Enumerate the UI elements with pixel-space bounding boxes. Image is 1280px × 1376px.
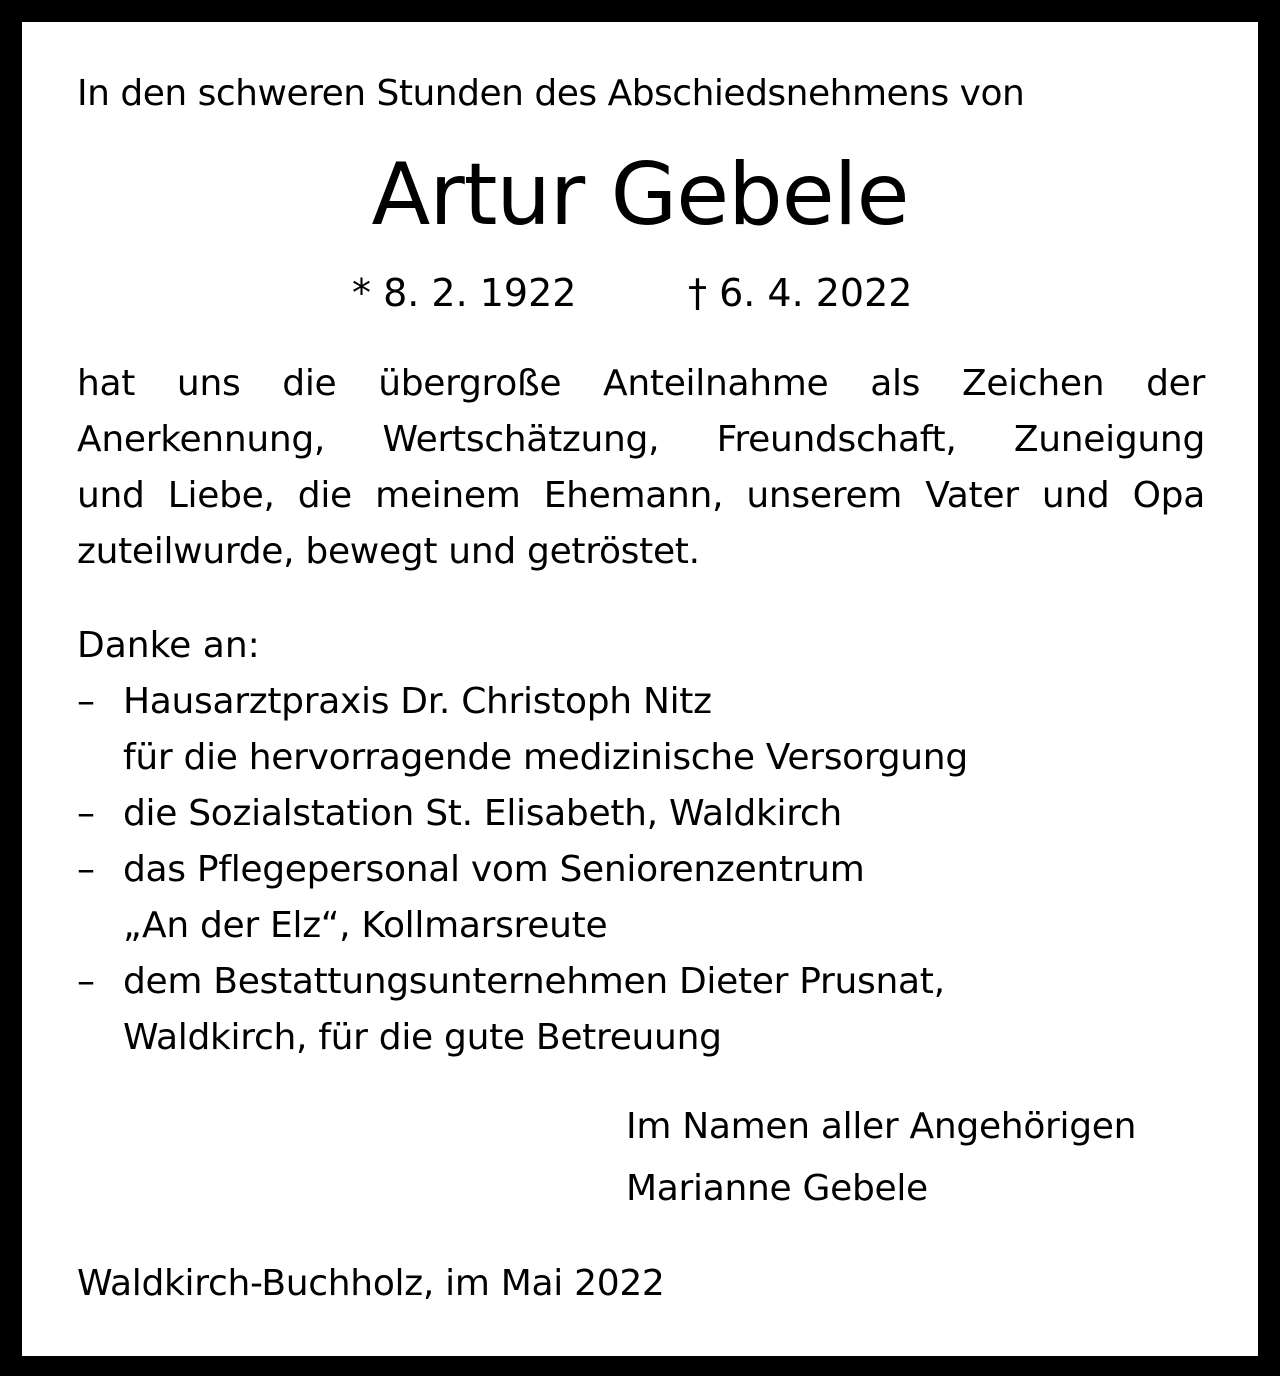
list-item [77, 786, 1217, 842]
list-item-line: „An der Elz“, Kollmarsreute [123, 905, 608, 946]
list-item-line: Waldkirch, für die gute Betreuung [123, 1017, 722, 1058]
obituary-notice [22, 22, 1258, 1356]
list-dash: – [77, 681, 95, 722]
list-item [77, 954, 1217, 1066]
signature-line: Im Namen aller Angehörigen [626, 1106, 1137, 1147]
gratitude-paragraph [77, 356, 1205, 580]
list-dash: – [77, 849, 95, 890]
intro-text: In den schweren Stunden des Abschiedsnehmens von [77, 73, 1025, 114]
signatory-name: Marianne Gebele [626, 1168, 928, 1209]
death-date: † 6. 4. 2022 [688, 271, 913, 315]
paragraph-line: und Liebe, die meinem Ehemann, unserem Vater und Opa [77, 475, 1205, 516]
birth-date: * 8. 2. 1922 [352, 271, 577, 315]
list-item-line: das Pflegepersonal vom Seniorenzentrum [123, 849, 865, 890]
place-and-date: Waldkirch-Buchholz, im Mai 2022 [77, 1263, 665, 1304]
list-item-line: Hausarztpraxis Dr. Christoph Nitz [123, 681, 712, 722]
list-item-line: dem Bestattungsunternehmen Dieter Prusnat, [123, 961, 945, 1002]
thanks-list [77, 674, 1217, 1066]
list-item [77, 842, 1217, 954]
signature-block [626, 1096, 1136, 1220]
list-dash: – [77, 961, 95, 1002]
deceased-name: Artur Gebele [371, 145, 909, 245]
paragraph-line: Anerkennung, Wertschätzung, Freundschaft, Zuneigung [77, 419, 1205, 460]
list-item-line: für die hervorragende medizinische Versorgung [123, 737, 968, 778]
paragraph-line: zuteilwurde, bewegt und getröstet. [77, 531, 700, 572]
list-item [77, 674, 1217, 786]
paragraph-line: hat uns die übergroße Anteilnahme als Zeichen der [77, 363, 1205, 404]
list-item-line: die Sozialstation St. Elisabeth, Waldkirch [123, 793, 842, 834]
thanks-heading: Danke an: [77, 625, 260, 666]
list-dash: – [77, 793, 95, 834]
